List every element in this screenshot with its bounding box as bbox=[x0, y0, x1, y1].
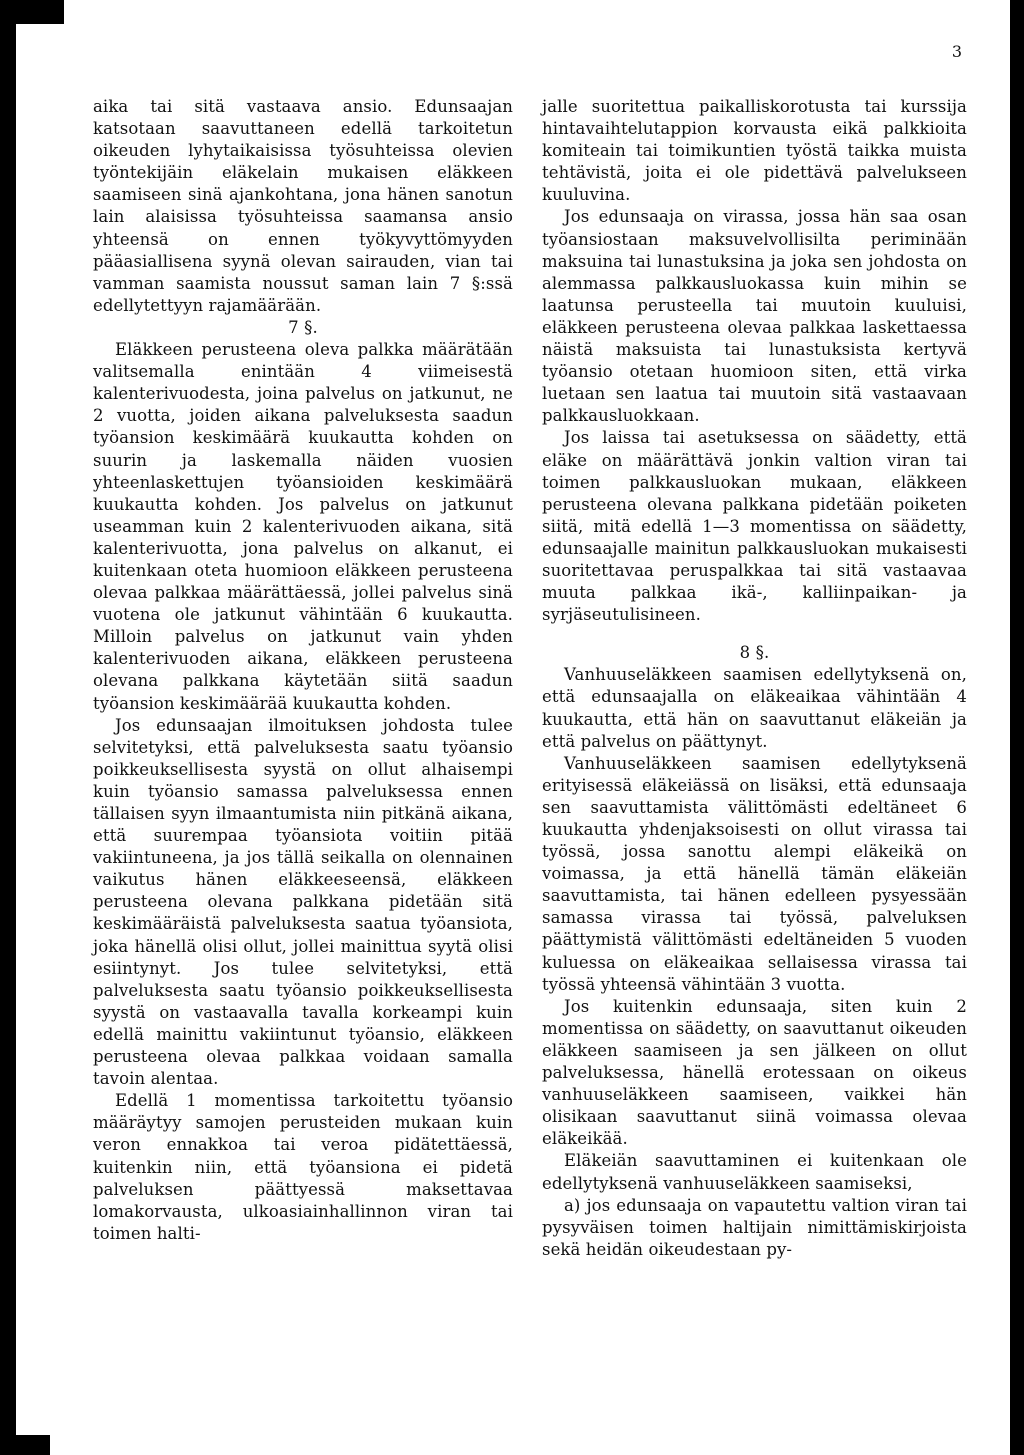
scan-corner-top-left bbox=[0, 0, 64, 24]
section-heading-7: 7 §. bbox=[288, 317, 318, 337]
paragraph: Edellä 1 momentissa tarkoitettu työansio määräytyy samojen perusteiden mukaan kuin veron ennakkoa tai veroa pidätettäessä, kuitenkin niin, että työansiona ei pidetä palveluksen päättyessä maksettavaa lomakorvausta, ulkoasiainhallinnon viran tai toimen halti- bbox=[93, 1091, 513, 1243]
paragraph: Jos kuitenkin edunsaaja, siten kuin 2 momentissa on säädetty, on saavuttanut oikeuden eläkkeen saamiseen ja sen jälkeen on ollut palveluksessa, hänellä erotessaan on oikeus vanhuuseläkkeen saamiseen, vaikkei hän olisikaan saavuttanut siinä voimassa olevaa eläkeikää. bbox=[542, 996, 967, 1149]
paragraph: Vanhuuseläkkeen saamisen edellytyksenä on, että edunsaajalla on eläkeaikaa vähintään 4 kuukautta, että hän on saavuttanut eläkeiän ja että palvelus on päättynyt. bbox=[542, 665, 967, 751]
scan-corner-bottom-left bbox=[0, 1435, 50, 1455]
page-number: 3 bbox=[951, 42, 962, 61]
paragraph: Jos laissa tai asetuksessa on säädetty, että eläke on määrättävä jonkin valtion viran tai toimen palkkausluokan mukaan, eläkkeen perusteena olevana palkkana pidetään poiketen siitä, mitä edellä 1—3 momentissa on säädetty, edunsaajalle mainitun palkkausluokan mukaisesti suoritettavaa peruspalkkaa tai sitä vastaavaa muuta palkkaa ikä-, kalliinpaikan- ja syrjäseutulisineen. bbox=[542, 428, 967, 625]
paragraph: Eläkkeen perusteena oleva palkka määrätään valitsemalla enintään 4 viimeisestä kalenterivuodesta, joina palvelus on jatkunut, ne 2 vuotta, joiden aikana palveluksesta saadun työansion keskimäärä kuukautta kohden on suurin ja laskemalla näiden vuosien yhteenlaskettujen työansioiden keskimäärä kuukautta kohden. Jos palvelus on jatkunut useamman kuin 2 kalenterivuoden aikana, sitä kalenterivuotta, jona palvelus on alkanut, ei kuitenkaan oteta huomioon eläkkeen perusteena olevaa palkkaa määrättäessä, jollei palvelus sinä vuotena ole jatkunut vähintään 6 kuukautta. Milloin palvelus on jatkunut vain yhden kalenterivuoden aikana, eläkkeen perusteena olevana palkkana käytetään siitä saadun työansion keskimäärää kuukautta kohden. bbox=[93, 340, 513, 713]
scan-border-left bbox=[0, 0, 16, 1455]
paragraph: jalle suoritettua paikalliskorotusta tai kurssija hintavaihtelutappion korvausta eikä palkkioita komiteain tai toimikuntien työstä taikka muista tehtävistä, joita ei ole pidettävä palvelukseen kuuluvina. bbox=[542, 97, 967, 205]
paragraph: Jos edunsaaja on virassa, jossa hän saa osan työansiostaan maksuvelvollisilta periminään maksuina tai lunastuksina ja joka sen johdosta on alemmassa palkkausluokassa kuin mihin se laatunsa perusteella tai muutoin kuuluisi, eläkkeen perusteena olevaa palkkaa laskettaessa näistä maksuista tai lunastuksista kertyvä työansio otetaan huomioon siten, että virka luetaan sen laatua tai muutoin sitä vastaavaan palkkausluokkaan. bbox=[542, 207, 967, 426]
paragraph: Jos edunsaajan ilmoituksen johdosta tulee selvitetyksi, että palveluksesta saatu työansio poikkeuksellisesta syystä on ollut alhaisempi kuin työansio samassa palveluksessa ennen tällaisen syyn ilmaantumista niin pitkänä aikana, että suurempaa työansiota voitiin pitää vakiintuneena, ja jos tällä seikalla on olennainen vaikutus hänen eläkkeeseensä, eläkkeen perusteena olevana palkkana pidetään sitä keskimääräistä palveluksesta saatua työansiota, joka hänellä olisi ollut, jollei mainittua syytä olisi esiintynyt. Jos tulee selvitetyksi, että palveluksesta saatu työansio poikkeuksellisesta syystä on vastaavalla tavalla korkeampi kuin edellä mainittu vakiintunut työansio, eläkkeen perusteena olevaa palkkaa voidaan samalla tavoin alentaa. bbox=[93, 715, 513, 1089]
paragraph: aika tai sitä vastaava ansio. Edunsaajan katsotaan saavuttaneen edellä tarkoitetun oikeuden lyhytaikaisissa työsuhteissa olevien työntekijäin eläkelain mukaisen eläkkeen saamiseen sinä ajankohtana, jona hänen sanotun lain alaisissa työsuhteissa saamansa ansio yhteensä on ennen työkyvyttömyyden pääasiallisena syynä olevan sairauden, vian tai vamman saamista noussut saman lain 7 §:ssä edellytettyyn rajamäärään. bbox=[93, 97, 513, 315]
right-column bbox=[542, 96, 967, 1261]
scan-border-right bbox=[1010, 0, 1024, 1455]
left-column bbox=[93, 96, 513, 1245]
paragraph: Vanhuuseläkkeen saamisen edellytyksenä erityisessä eläkeiässä on lisäksi, että edunsaaja sen saavuttamista välittömästi edeltäneet 6 kuukautta yhdenjaksoisesti on ollut virassa tai työssä, jossa sanottu alempi eläkeikä on voimassa, ja että hänellä tämän eläkeiän saavuttamista, tai hänen edelleen pysyessään samassa virassa tai työssä, palveluksen päättymistä välittömästi edeltäneiden 5 vuoden kuluessa on eläkeaikaa sellaisessa virassa tai työssä yhteensä vähintään 3 vuotta. bbox=[542, 753, 967, 994]
section-heading-8: 8 §. bbox=[739, 643, 770, 663]
paragraph: a) jos edunsaaja on vapautettu valtion viran tai pysyväisen toimen haltijain nimittämiskirjoista sekä heidän oikeudestaan py- bbox=[542, 1195, 967, 1259]
paragraph: Eläkeiän saavuttaminen ei kuitenkaan ole edellytyksenä vanhuuseläkkeen saamiseksi, bbox=[542, 1151, 967, 1193]
